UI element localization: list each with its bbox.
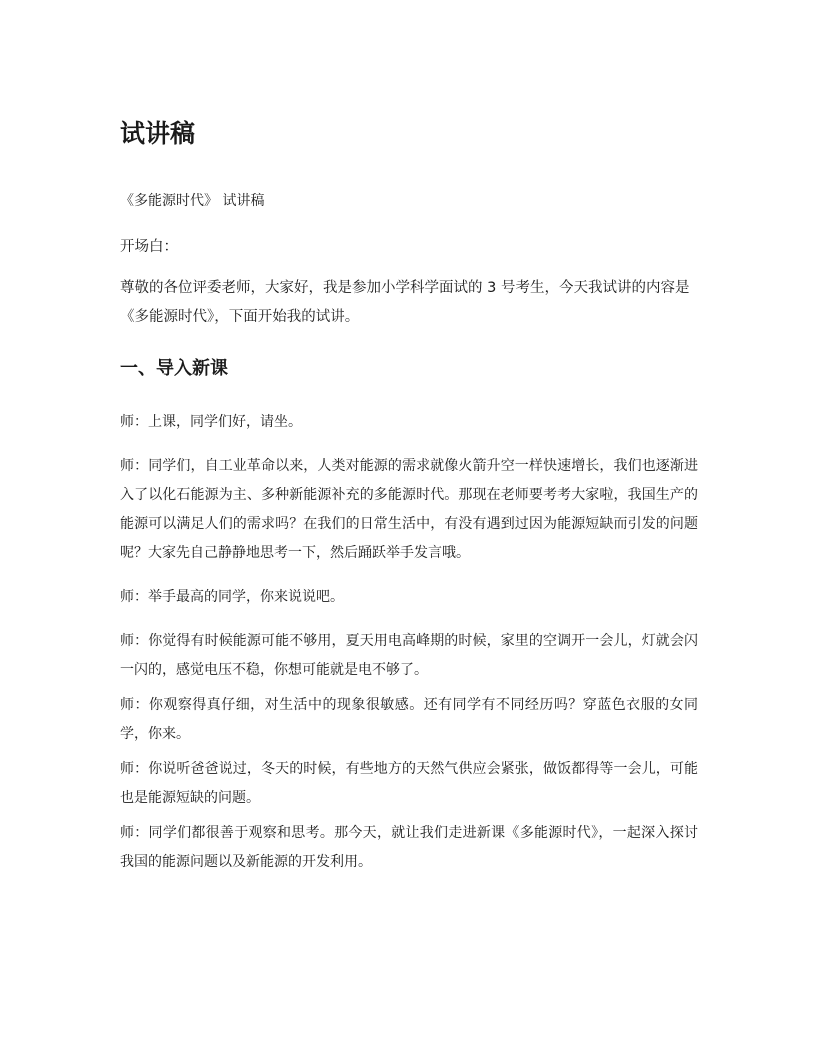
- lesson-subtitle: 《多能源时代》 试讲稿: [120, 193, 265, 209]
- document-body: [120, 112, 698, 877]
- opening-label: 开场白：: [120, 239, 178, 255]
- dialogue-paragraph: 师：你观察得真仔细，对生活中的现象很敏感。还有同学有不同经历吗？穿蓝色衣服的女同学，你来。: [120, 697, 698, 742]
- dialogue-paragraph: 师：上课，同学们好，请坐。: [120, 414, 302, 430]
- dialogue-paragraph: 师：你觉得有时候能源可能不够用，夏天用电高峰期的时候，家里的空调开一会儿，灯就会闪一闪的，感觉电压不稳，你想可能就是电不够了。: [120, 633, 698, 678]
- dialogue-paragraph: 师：同学们都很善于观察和思考。那今天，就让我们走进新课《多能源时代》，一起深入探讨我国的能源问题以及新能源的开发利用。: [120, 825, 698, 870]
- opening-paragraph: 尊敬的各位评委老师，大家好，我是参加小学科学面试的 3 号考生，今天我试讲的内容是《多能源时代》，下面开始我的试讲。: [120, 280, 690, 325]
- dialogue-paragraph: 师：你说听爸爸说过，冬天的时候，有些地方的天然气供应会紧张，做饭都得等一会儿，可能也是能源短缺的问题。: [120, 761, 698, 806]
- dialogue-paragraph: 师：同学们，自工业革命以来，人类对能源的需求就像火箭升空一样快速增长，我们也逐渐进入了以化石能源为主、多种新能源补充的多能源时代。那现在老师要考考大家啦，我国生产的能源可以满足人们的需求吗？在我们的日常生活中，有没有遇到过因为能源短缺而引发的问题呢？大家先自己静静地思考一下，然后踊跃举手发言哦。: [120, 458, 698, 561]
- section-heading-intro: 一、导入新课: [120, 358, 228, 379]
- dialogue-paragraph: 师：举手最高的同学，你来说说吧。: [120, 589, 344, 605]
- document-title: 试讲稿: [120, 119, 196, 148]
